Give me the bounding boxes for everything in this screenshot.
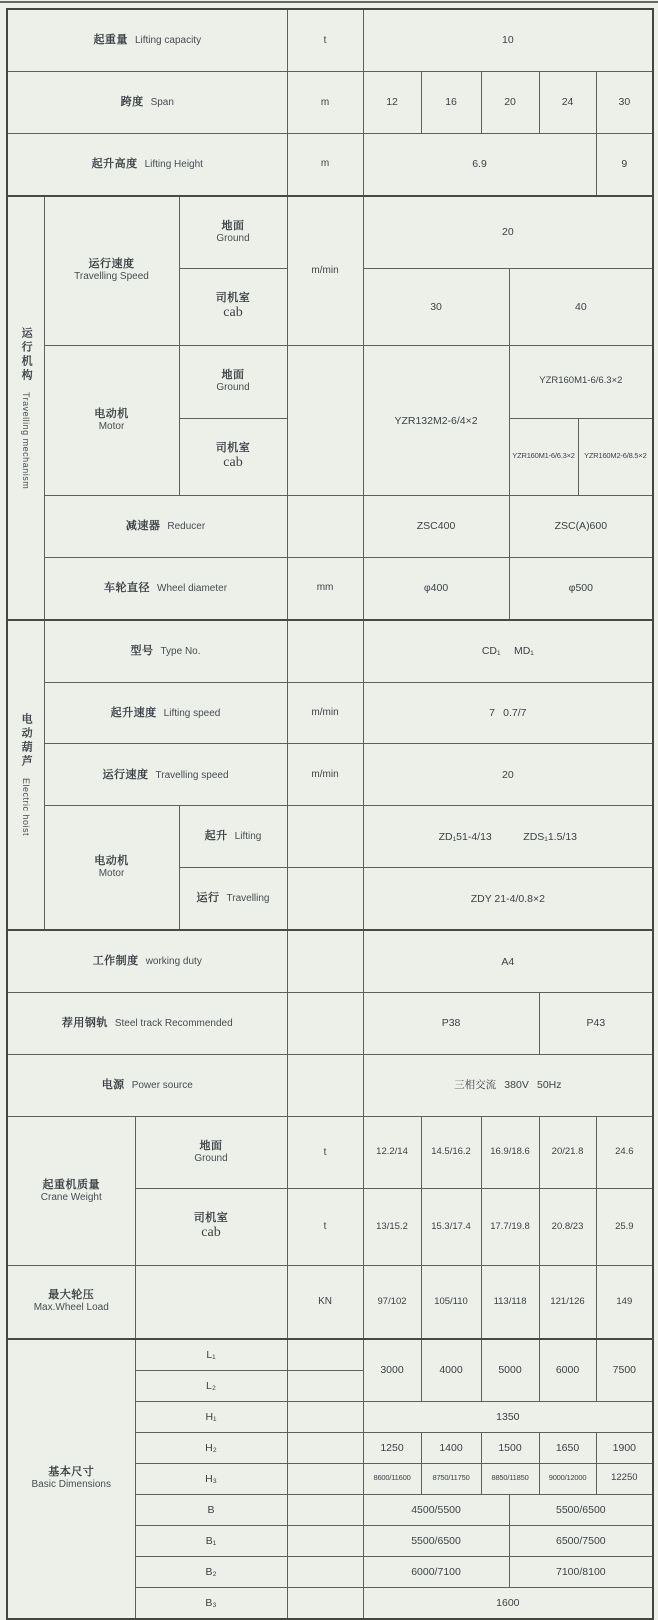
value-cell: 16.9/18.6	[481, 1116, 539, 1188]
row-wheel-diameter	[7, 557, 653, 619]
unit-cell	[287, 1494, 363, 1525]
row-label	[44, 682, 287, 744]
label-en: cab	[223, 454, 243, 470]
value-cell: ZDY 21-4/0.8×2	[363, 868, 653, 930]
label-en: Travelling speed	[155, 769, 229, 781]
label-cn: 车轮直径	[104, 581, 150, 594]
value-cell: YZR160M1-6/6.3×2	[509, 346, 653, 418]
label-en: Ground	[216, 382, 250, 394]
row-label	[7, 992, 287, 1054]
sub-label-cab	[179, 268, 287, 345]
value-cell: 6000	[539, 1339, 596, 1402]
label-cn: 电源	[101, 1079, 125, 1091]
value-cell: 24	[539, 71, 596, 133]
value-cell: 105/110	[421, 1266, 481, 1339]
unit-cell	[287, 1525, 363, 1556]
value-cell: 12250	[596, 1463, 653, 1494]
value-cell: 4000	[421, 1339, 481, 1402]
value-cell: 1900	[596, 1432, 653, 1463]
value-cell: 6.9	[363, 133, 596, 195]
dim-symbol: B	[135, 1494, 287, 1525]
value-cell: 20/21.8	[539, 1116, 596, 1188]
label-en: Motor	[98, 868, 125, 880]
unit-cell: t	[287, 1116, 363, 1188]
value-cell: 30	[596, 71, 653, 133]
label-en: cab	[223, 305, 243, 321]
label-cn: 起重量	[93, 34, 128, 47]
value-cell: 7100/8100	[509, 1556, 653, 1587]
value-cell: 1650	[539, 1432, 596, 1463]
unit-cell: t	[287, 9, 363, 71]
dim-symbol: H₃	[135, 1463, 287, 1494]
value-cell: 5000	[481, 1339, 539, 1402]
value-cell: A4	[363, 930, 653, 992]
value-cell: 97/102	[363, 1266, 421, 1339]
value-cell: 12	[363, 71, 421, 133]
value-cell: 6000/7100	[363, 1556, 509, 1587]
sub-label-empty	[135, 1266, 287, 1339]
sub-label-ground	[179, 196, 287, 269]
value-cell: 1350	[363, 1401, 653, 1432]
label-cn: 运行	[196, 892, 220, 905]
row-label	[7, 930, 287, 992]
label-cn: 地面	[221, 369, 245, 382]
value-cell: 8850/11850	[481, 1463, 539, 1494]
label-cn: 工作制度	[92, 955, 139, 968]
label-cn: 起升速度	[110, 706, 157, 719]
value-cell: YZR160M2-6/8.5×2	[578, 418, 653, 495]
label-en: Travelling Speed	[74, 271, 149, 283]
value-cell: 6500/7500	[509, 1525, 653, 1556]
row-lifting-capacity	[7, 9, 653, 71]
row-travel-motor-ground	[7, 346, 653, 418]
unit-cell	[287, 1587, 363, 1619]
value-cell: 5500/6500	[363, 1525, 509, 1556]
group-label-travelling-speed	[44, 196, 179, 346]
value-cell: 14.5/16.2	[421, 1116, 481, 1188]
value-cell: 9	[596, 133, 653, 195]
section-cn: 电动葫芦	[20, 713, 33, 770]
label-en: working duty	[145, 956, 202, 968]
row-working-duty	[7, 930, 653, 992]
section-label-electric-hoist	[7, 620, 44, 930]
value-cell: 40	[509, 268, 653, 345]
sub-label-ground	[179, 346, 287, 418]
unit-cell	[287, 620, 363, 682]
value-cell: 16	[421, 71, 481, 133]
section-cn: 运行机构	[20, 326, 33, 383]
value-cell: 15.3/17.4	[421, 1189, 481, 1266]
value-cell: 7500	[596, 1339, 653, 1402]
label-cn: 跨度	[120, 96, 144, 109]
scan-page-edge	[0, 1, 658, 3]
row-max-wheel-load	[7, 1266, 653, 1339]
unit-cell: m/min	[287, 196, 363, 346]
value-cell: 1250	[363, 1432, 421, 1463]
label-cn: 运行速度	[102, 768, 149, 781]
value-cell: 17.7/19.8	[481, 1189, 539, 1266]
dim-symbol: L₂	[135, 1370, 287, 1401]
label-cn: 荐用钢轨	[61, 1017, 108, 1030]
unit-cell	[287, 1339, 363, 1371]
row-hoist-lifting-speed	[7, 682, 653, 744]
value-cell: ZSC(A)600	[509, 495, 653, 557]
row-label	[44, 620, 287, 682]
section-label-travelling-mechanism	[7, 196, 44, 620]
unit-cell: t	[287, 1189, 363, 1266]
value-cell: φ500	[509, 557, 653, 619]
label-cn: 起重机质量	[42, 1178, 100, 1191]
row-crane-weight-ground	[7, 1116, 653, 1188]
label-cn: 司机室	[215, 441, 251, 454]
group-label-crane-weight	[7, 1116, 135, 1266]
label-cn: 型号	[130, 644, 154, 657]
dim-symbol: B₁	[135, 1525, 287, 1556]
unit-cell: KN	[287, 1266, 363, 1339]
dim-symbol: L₁	[135, 1339, 287, 1371]
label-en: Wheel diameter	[157, 582, 228, 594]
unit-cell	[287, 868, 363, 930]
sub-label-lifting	[179, 806, 287, 868]
value-cell: 149	[596, 1266, 653, 1339]
label-cn: 司机室	[193, 1212, 229, 1225]
row-hoist-motor-lifting	[7, 806, 653, 868]
label-en: Steel track Recommended	[114, 1018, 233, 1030]
row-type-no	[7, 620, 653, 682]
row-label	[7, 71, 287, 133]
label-en: Basic Dimensions	[31, 1479, 111, 1491]
unit-cell: m/min	[287, 744, 363, 806]
value-cell: 24.6	[596, 1116, 653, 1188]
unit-cell	[287, 495, 363, 557]
value-cell: 121/126	[539, 1266, 596, 1339]
row-label	[7, 1054, 287, 1116]
unit-cell	[287, 346, 363, 496]
sub-label-travelling	[179, 868, 287, 930]
value-cell: 三相交流 380V 50Hz	[363, 1054, 653, 1116]
label-en: Lifting Height	[144, 158, 203, 170]
value-cell: 1400	[421, 1432, 481, 1463]
unit-cell: m	[287, 133, 363, 195]
unit-cell	[287, 930, 363, 992]
row-label	[44, 744, 287, 806]
label-cn: 起升	[204, 830, 228, 843]
value-cell: 4500/5500	[363, 1494, 509, 1525]
unit-cell	[287, 1463, 363, 1494]
row-travelling-speed-ground	[7, 196, 653, 269]
value-cell: ZD₁51-4/13 ZDS₁1.5/13	[363, 806, 653, 868]
dim-symbol: H₁	[135, 1401, 287, 1432]
unit-cell: mm	[287, 557, 363, 619]
row-label	[7, 9, 287, 71]
group-label-motor	[44, 806, 179, 930]
unit-cell	[287, 1370, 363, 1401]
value-cell: YZR132M2-6/4×2	[363, 346, 509, 496]
row-lifting-height	[7, 133, 653, 195]
dim-symbol: B₂	[135, 1556, 287, 1587]
sub-label-ground	[135, 1116, 287, 1188]
row-steel-track	[7, 992, 653, 1054]
label-cn: 最大轮压	[48, 1289, 95, 1302]
group-label-basic-dimensions	[7, 1339, 135, 1619]
sub-label-cab	[135, 1189, 287, 1266]
unit-cell	[287, 1556, 363, 1587]
row-reducer	[7, 495, 653, 557]
value-cell: 3000	[363, 1339, 421, 1402]
row-power-source	[7, 1054, 653, 1116]
label-en: Lifting capacity	[134, 35, 202, 47]
label-en: Type No.	[160, 645, 201, 657]
unit-cell	[287, 1432, 363, 1463]
value-cell: 25.9	[596, 1189, 653, 1266]
unit-cell: m/min	[287, 682, 363, 744]
label-en: Reducer	[167, 520, 206, 532]
value-cell: 1600	[363, 1587, 653, 1619]
value-cell: 5500/6500	[509, 1494, 653, 1525]
label-en: Lifting speed	[163, 707, 221, 719]
value-cell: 7 0.7/7	[363, 682, 653, 744]
label-en: Lifting	[234, 831, 262, 843]
group-label-motor	[44, 346, 179, 496]
row-label	[44, 557, 287, 619]
value-cell: P38	[363, 992, 539, 1054]
value-cell: 13/15.2	[363, 1189, 421, 1266]
value-cell: 20	[481, 71, 539, 133]
section-en: Electric hoist	[20, 778, 31, 837]
label-cn: 运行速度	[88, 258, 135, 271]
dim-symbol: H₂	[135, 1432, 287, 1463]
label-en: cab	[201, 1225, 221, 1241]
row-span	[7, 71, 653, 133]
label-cn: 减速器	[125, 519, 161, 532]
label-en: Span	[150, 97, 174, 109]
label-en: Motor	[98, 421, 125, 433]
unit-cell	[287, 806, 363, 868]
label-cn: 电动机	[94, 408, 129, 421]
value-cell: CD₁ MD₁	[363, 620, 653, 682]
value-cell: 20	[363, 744, 653, 806]
unit-cell	[287, 1401, 363, 1432]
label-en: Max.Wheel Load	[33, 1302, 109, 1314]
value-cell: YZR160M1-6/6.3×2	[509, 418, 578, 495]
label-en: Ground	[194, 1152, 228, 1164]
label-en: Crane Weight	[40, 1191, 102, 1203]
value-cell: 1500	[481, 1432, 539, 1463]
row-label	[7, 1266, 135, 1339]
dim-symbol: B₃	[135, 1587, 287, 1619]
label-en: Ground	[216, 232, 250, 244]
label-en: Travelling	[226, 893, 270, 905]
value-cell: 20.8/23	[539, 1189, 596, 1266]
value-cell: 8750/11750	[421, 1463, 481, 1494]
section-en: Travelling mechanism	[20, 391, 31, 489]
value-cell: 8600/11600	[363, 1463, 421, 1494]
value-cell: 30	[363, 268, 509, 345]
crane-specification-table	[6, 8, 654, 1620]
unit-cell: m	[287, 71, 363, 133]
label-cn: 地面	[199, 1139, 223, 1152]
value-cell: P43	[539, 992, 653, 1054]
unit-cell	[287, 992, 363, 1054]
row-hoist-travelling-speed	[7, 744, 653, 806]
row-label	[44, 495, 287, 557]
value-cell: φ400	[363, 557, 509, 619]
value-cell: 10	[363, 9, 653, 71]
row-dim-l1	[7, 1339, 653, 1371]
label-cn: 地面	[221, 219, 245, 232]
label-en: Power source	[131, 1080, 193, 1091]
value-cell: ZSC400	[363, 495, 509, 557]
label-cn: 基本尺寸	[48, 1466, 95, 1479]
label-cn: 电动机	[94, 855, 129, 868]
value-cell: 20	[363, 196, 653, 269]
row-label	[7, 133, 287, 195]
unit-cell	[287, 1054, 363, 1116]
value-cell: 12.2/14	[363, 1116, 421, 1188]
sub-label-cab	[179, 418, 287, 495]
value-cell: 9000/12000	[539, 1463, 596, 1494]
label-cn: 司机室	[215, 292, 251, 305]
label-cn: 起升高度	[91, 157, 138, 170]
value-cell: 113/118	[481, 1266, 539, 1339]
